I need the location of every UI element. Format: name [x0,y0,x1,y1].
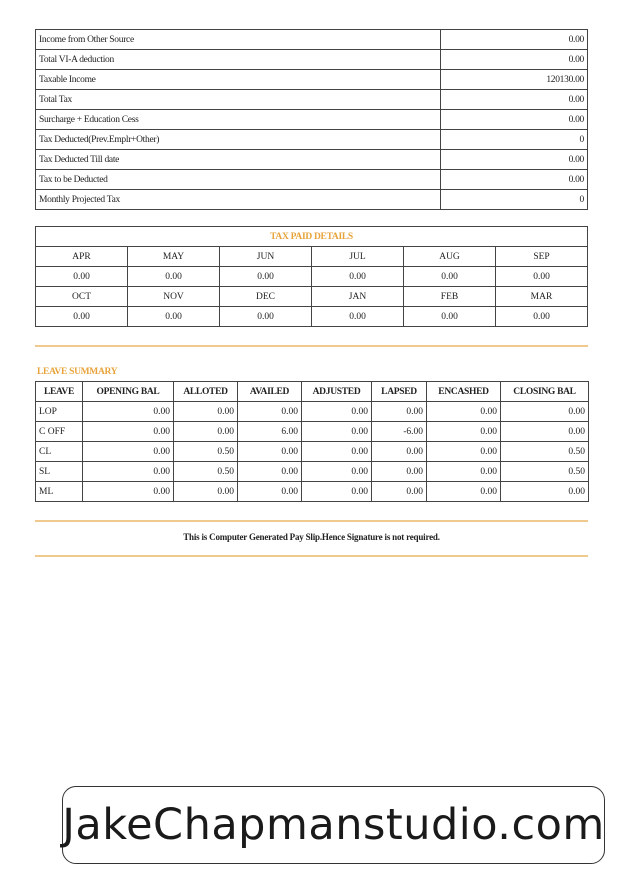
month-tax-value: 0.00 [128,267,220,287]
leave-value: 0.00 [302,442,372,462]
tax-paid-title: TAX PAID DETAILS [36,227,588,247]
month-label: MAR [496,287,588,307]
month-tax-value: 0.00 [496,307,588,327]
month-tax-value: 0.00 [496,267,588,287]
table-row [36,110,588,130]
leave-type: C OFF [36,422,83,442]
tax-item-label: Total Tax [36,90,441,110]
tax-item-label: Tax to be Deducted [36,170,441,190]
leave-value: 0.00 [427,482,501,502]
tax-item-value: 0 [441,130,588,150]
leave-value: 0.00 [427,422,501,442]
month-tax-value: 0.00 [220,267,312,287]
column-header: ALLOTED [174,382,238,402]
leave-value: 0.00 [238,482,302,502]
column-header: ENCASHED [427,382,501,402]
table-row [36,287,588,307]
divider [35,345,588,347]
table-row [36,307,588,327]
leave-value: 0.00 [501,482,589,502]
table-row [36,90,588,110]
table-row [36,50,588,70]
month-label: MAY [128,247,220,267]
table-row [36,70,588,90]
table-row [36,30,588,50]
leave-value: 0.00 [302,482,372,502]
leave-value: 0.00 [427,462,501,482]
month-label: APR [36,247,128,267]
column-header: OPENING BAL [83,382,174,402]
table-row [36,150,588,170]
month-tax-value: 0.00 [220,307,312,327]
leave-value: 0.50 [174,462,238,482]
month-label: OCT [36,287,128,307]
tax-item-label: Tax Deducted Till date [36,150,441,170]
signature-note: This is Computer Generated Pay Slip.Hence Signature is not required. [183,532,440,542]
table-header-row [36,382,589,402]
leave-value: 0.00 [83,462,174,482]
month-label: JUN [220,247,312,267]
tax-item-label: Surcharge + Education Cess [36,110,441,130]
month-label: DEC [220,287,312,307]
watermark-logo: JakeChapmanstudio.com [62,786,605,864]
column-header: LEAVE [36,382,83,402]
leave-value: 0.00 [302,422,372,442]
leave-value: 0.00 [174,482,238,502]
leave-value: 0.00 [372,482,427,502]
leave-value: 0.00 [501,402,589,422]
column-header: LAPSED [372,382,427,402]
leave-value: 0.50 [501,442,589,462]
leave-type: ML [36,482,83,502]
tax-item-value: 0.00 [441,110,588,130]
leave-type: CL [36,442,83,462]
month-tax-value: 0.00 [404,307,496,327]
table-row [36,130,588,150]
leave-value: 0.00 [501,422,589,442]
leave-value: 0.00 [83,422,174,442]
month-label: FEB [404,287,496,307]
leave-value: 0.00 [174,422,238,442]
table-row [36,462,589,482]
month-label: JAN [312,287,404,307]
month-tax-value: 0.00 [312,267,404,287]
column-header: CLOSING BAL [501,382,589,402]
divider [35,555,588,557]
table-row [36,267,588,287]
month-label: AUG [404,247,496,267]
leave-value: 0.50 [174,442,238,462]
leave-value: 0.00 [174,402,238,422]
leave-value: 0.00 [427,402,501,422]
table-row [36,402,589,422]
tax-item-value: 0.00 [441,50,588,70]
leave-value: 0.50 [501,462,589,482]
leave-value: 0.00 [238,462,302,482]
leave-value: 0.00 [83,482,174,502]
tax-item-value: 0.00 [441,170,588,190]
tax-item-value: 0 [441,190,588,210]
month-tax-value: 0.00 [128,307,220,327]
table-row [36,422,589,442]
tax-item-label: Monthly Projected Tax [36,190,441,210]
leave-type: SL [36,462,83,482]
leave-value: 0.00 [302,402,372,422]
month-label: NOV [128,287,220,307]
column-header: ADJUSTED [302,382,372,402]
month-tax-value: 0.00 [36,307,128,327]
leave-summary-title: LEAVE SUMMARY [37,367,118,377]
leave-value: 0.00 [302,462,372,482]
leave-value: 0.00 [427,442,501,462]
leave-value: 0.00 [83,402,174,422]
leave-value: 0.00 [238,442,302,462]
table-row [36,170,588,190]
leave-value: 0.00 [83,442,174,462]
leave-value: 0.00 [372,442,427,462]
leave-value: 0.00 [372,402,427,422]
month-tax-value: 0.00 [36,267,128,287]
leave-value: -6.00 [372,422,427,442]
tax-item-value: 0.00 [441,90,588,110]
divider [35,520,588,522]
table-row [36,190,588,210]
tax-summary-table [35,29,588,210]
tax-paid-table [35,226,588,327]
leave-value: 0.00 [372,462,427,482]
month-tax-value: 0.00 [404,267,496,287]
tax-item-value: 0.00 [441,30,588,50]
tax-item-label: Taxable Income [36,70,441,90]
table-row [36,442,589,462]
leave-value: 6.00 [238,422,302,442]
month-label: SEP [496,247,588,267]
tax-item-label: Tax Deducted(Prev.Emplr+Other) [36,130,441,150]
tax-item-value: 120130.00 [441,70,588,90]
table-row [36,482,589,502]
tax-item-label: Total VI-A deduction [36,50,441,70]
tax-item-label: Income from Other Source [36,30,441,50]
month-tax-value: 0.00 [312,307,404,327]
leave-value: 0.00 [238,402,302,422]
column-header: AVAILED [238,382,302,402]
table-row [36,247,588,267]
month-label: JUL [312,247,404,267]
tax-item-value: 0.00 [441,150,588,170]
leave-summary-table [35,381,589,502]
leave-type: LOP [36,402,83,422]
